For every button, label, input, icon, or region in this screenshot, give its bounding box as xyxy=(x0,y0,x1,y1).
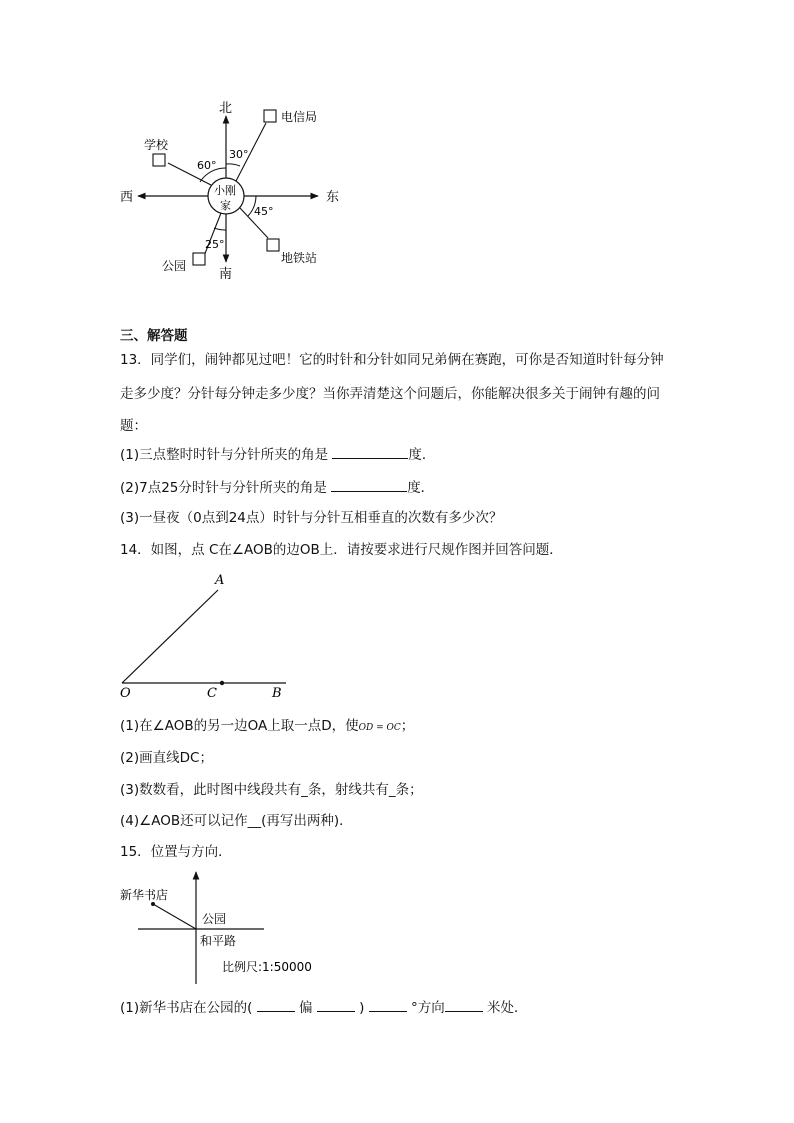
angle-telecom: 30° xyxy=(229,148,249,161)
q15-blank-1[interactable] xyxy=(257,997,295,1012)
label-school: 学校 xyxy=(144,138,169,152)
q15-part1-d: °方向 xyxy=(410,1000,445,1016)
label-telecom: 电信局 xyxy=(281,110,318,124)
q14-part1-formula: OD = OC xyxy=(358,723,401,733)
q13-part2-suffix: 度． xyxy=(407,480,435,496)
q15-part1-c: ) xyxy=(359,1000,365,1016)
q15-part1 xyxy=(120,997,528,1018)
label-metro: 地铁站 xyxy=(281,251,318,265)
q14-part1-suffix: ； xyxy=(400,718,415,734)
q13-part1-suffix: 度． xyxy=(408,447,436,463)
label-bookstore: 新华书店 xyxy=(120,888,169,902)
section-title: 三、解答题 xyxy=(120,328,188,344)
label-park: 公园 xyxy=(162,259,187,273)
bookstore-ray xyxy=(153,904,196,929)
q14-part3: (3)数数看，此时图中线段共有_条，射线共有_条； xyxy=(120,782,423,798)
q13-line1: 13．同学们，闹钟都见过吧！它的时针和分针如同兄弟俩在赛跑，可你是否知道时针每分钟 xyxy=(120,352,664,368)
label-center-1: 小刚 xyxy=(214,184,236,197)
bookstore-point xyxy=(151,902,155,906)
label-o: O xyxy=(120,686,131,701)
label-c: C xyxy=(207,686,217,701)
label-b: B xyxy=(272,686,282,701)
q15-part1-b: 偏 xyxy=(298,1000,313,1016)
q15-stem: 15．位置与方向． xyxy=(120,844,232,860)
q14-part4: (4)∠AOB还可以记作__(再写出两种)． xyxy=(120,813,353,829)
label-center-2: 家 xyxy=(220,199,231,212)
angle-metro: 45° xyxy=(254,205,274,218)
label-scale: 比例尺:1:50000 xyxy=(222,960,312,974)
label-park-map: 公园 xyxy=(202,912,227,926)
q13-part2-prefix: (2)7点25分时针与分针所夹的角是 xyxy=(120,480,327,496)
q15-blank-2[interactable] xyxy=(317,997,355,1012)
angle-park: 25° xyxy=(205,238,225,251)
q15-part1-e: 米处． xyxy=(487,1000,528,1016)
q15-blank-4[interactable] xyxy=(445,997,483,1012)
label-road: 和平路 xyxy=(200,934,237,948)
q13-line2: 走多少度？分针每分钟走多少度？当你弄清楚这个问题后，你能解决很多关于闹钟有趣的问 xyxy=(120,386,660,402)
q13-line3: 题： xyxy=(120,418,147,434)
label-west: 西 xyxy=(120,190,134,205)
label-a: A xyxy=(215,573,225,588)
label-south: 南 xyxy=(219,267,233,282)
angle-school: 60° xyxy=(197,159,217,172)
q14-stem: 14．如图，点 C在∠AOB的边OB上．请按要求进行尺规作图并回答问题． xyxy=(120,542,563,558)
q13-part3: (3)一昼夜（0点到24点）时针与分针互相垂直的次数有多少次？ xyxy=(120,510,503,526)
q15-blank-3[interactable] xyxy=(369,997,407,1012)
q14-part2: (2)画直线DC； xyxy=(120,750,213,766)
q14-part1-prefix: (1)在∠AOB的另一边OA上取一点D，使 xyxy=(120,718,359,734)
q13-part1-prefix: (1)三点整时时针与分针所夹的角是 xyxy=(120,447,329,463)
q15-part1-a: (1)新华书店在公园的( xyxy=(120,1000,253,1016)
label-north: 北 xyxy=(219,101,233,116)
label-east: 东 xyxy=(326,190,340,205)
